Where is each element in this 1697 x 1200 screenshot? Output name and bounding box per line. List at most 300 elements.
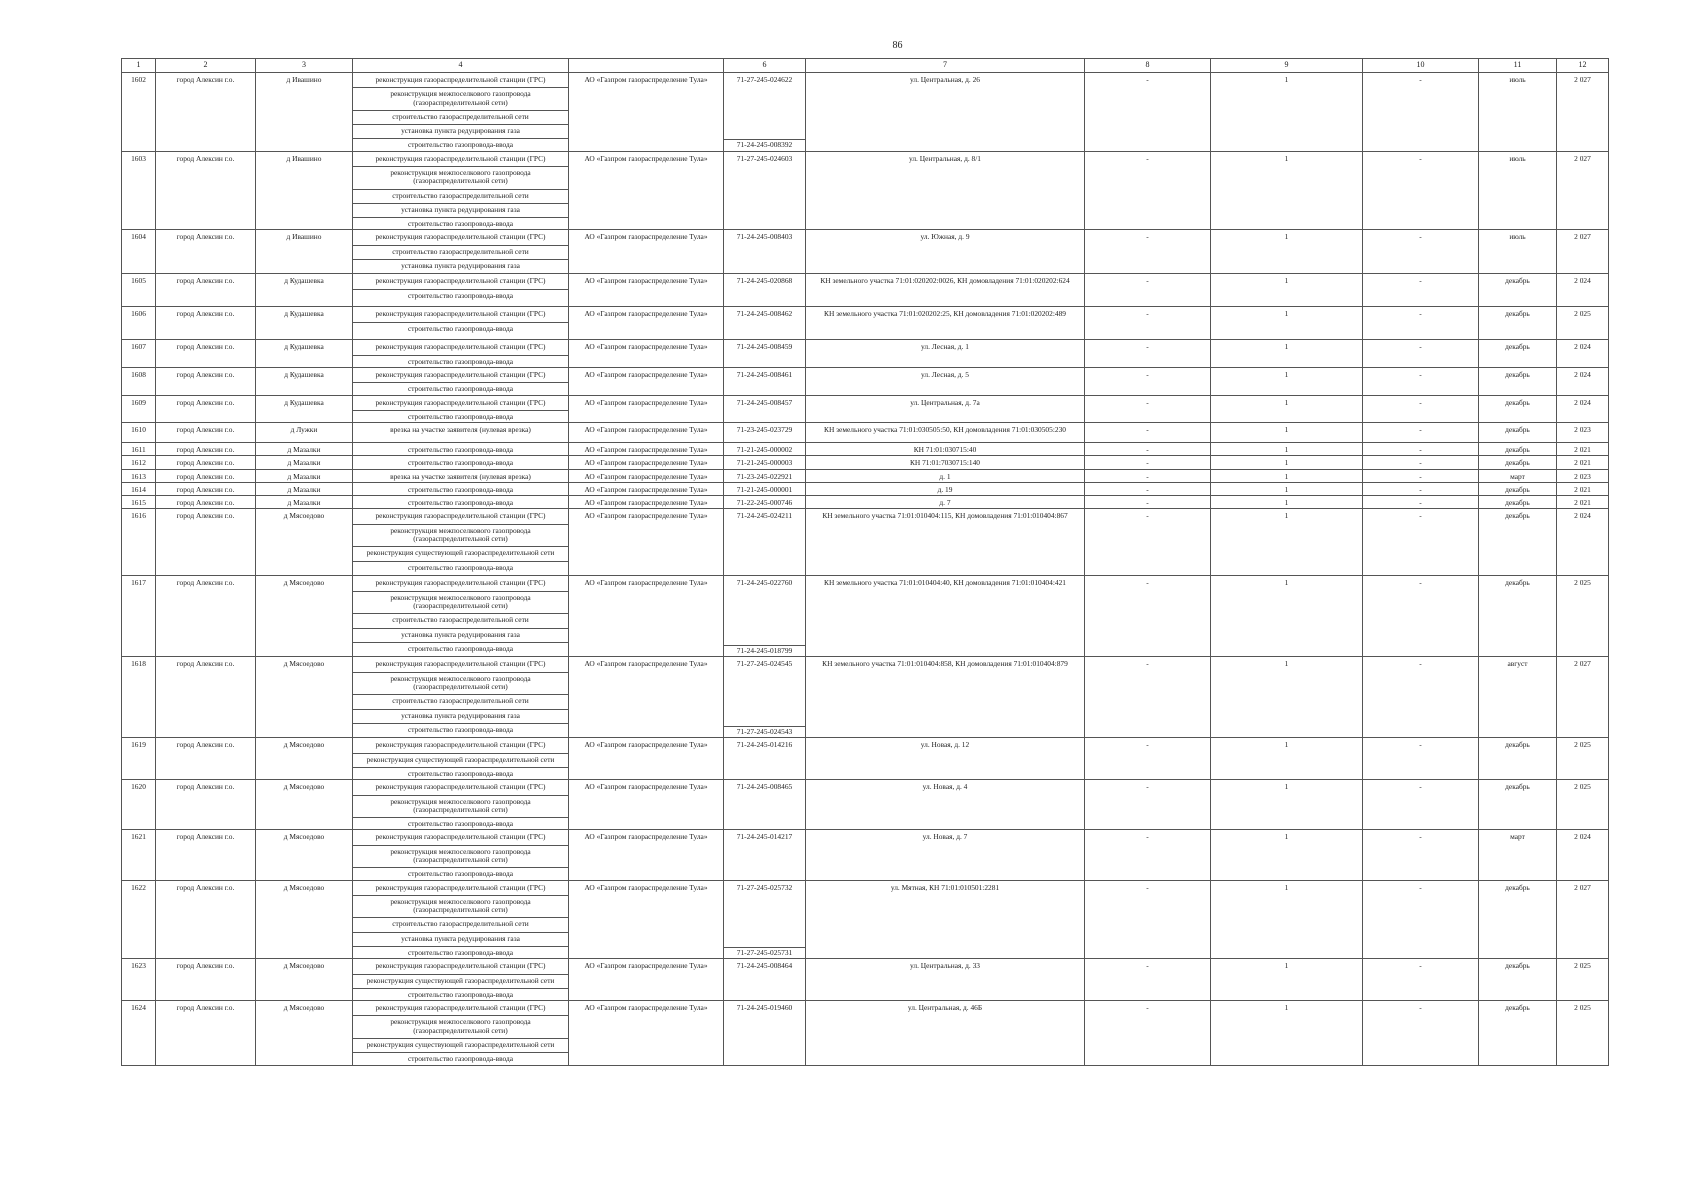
work-item: строительство газопровода-ввода — [407, 458, 514, 468]
work-item: реконструкция межпоселкового газопровода (газораспределительной сети) — [353, 895, 568, 915]
col8-cell: - — [1085, 443, 1211, 456]
col9-cell: 1 — [1211, 1001, 1363, 1065]
month-cell: март — [1479, 469, 1557, 482]
locality-cell: д Мясоедово — [256, 576, 353, 657]
code-cell — [724, 738, 806, 780]
col8-cell: - — [1085, 423, 1211, 443]
locality-cell: д Мазалки — [256, 496, 353, 509]
col9-cell: 1 — [1211, 395, 1363, 423]
year-cell: 2 023 — [1557, 469, 1609, 482]
address-cell: ул. Центральная, д. 33 — [806, 959, 1085, 1001]
works-cell — [353, 423, 569, 443]
col8-cell: - — [1085, 738, 1211, 780]
table-row — [122, 274, 1609, 307]
locality-cell: д Мазалки — [256, 456, 353, 469]
works-cell — [353, 443, 569, 456]
col8-cell: - — [1085, 367, 1211, 395]
col8-cell: - — [1085, 395, 1211, 423]
table-row — [122, 423, 1609, 443]
works-cell — [353, 469, 569, 482]
month-cell: декабрь — [1479, 780, 1557, 830]
work-item: реконструкция газораспределительной станции (ГРС) — [375, 961, 546, 971]
object-code: 71-24-245-008461 — [736, 369, 793, 379]
municipality-cell: город Алексин г.о. — [156, 738, 256, 780]
col9-cell: 1 — [1211, 830, 1363, 880]
col9-cell: 1 — [1211, 469, 1363, 482]
month-cell: декабрь — [1479, 509, 1557, 576]
works-cell — [353, 738, 569, 780]
col8-cell: - — [1085, 780, 1211, 830]
col10-cell: - — [1363, 576, 1479, 657]
locality-cell: д Мясоедово — [256, 780, 353, 830]
year-cell: 2 025 — [1557, 307, 1609, 340]
work-item: реконструкция газораспределительной станции (ГРС) — [375, 309, 546, 319]
organization-cell: АО «Газпром газораспределение Тула» — [569, 880, 724, 959]
object-code: 71-24-245-018799 — [724, 645, 805, 655]
work-item: реконструкция газораспределительной станции (ГРС) — [375, 782, 546, 792]
locality-cell: д Мясоедово — [256, 657, 353, 738]
month-cell: июль — [1479, 151, 1557, 230]
table-row — [122, 456, 1609, 469]
object-code: 71-24-245-022760 — [736, 578, 793, 588]
address-cell: КН земельного участка 71:01:020202:0026, КН домовладения 71:01:020202:624 — [806, 274, 1085, 307]
works-cell — [353, 367, 569, 395]
work-item: строительство газораспределительной сети — [353, 189, 568, 200]
object-code: 71-24-245-008392 — [724, 139, 805, 149]
table-row — [122, 469, 1609, 482]
municipality-cell: город Алексин г.о. — [156, 1001, 256, 1065]
organization-cell: АО «Газпром газораспределение Тула» — [569, 959, 724, 1001]
year-cell: 2 027 — [1557, 880, 1609, 959]
col-header: 11 — [1479, 59, 1557, 73]
municipality-cell: город Алексин г.о. — [156, 395, 256, 423]
month-cell: декабрь — [1479, 1001, 1557, 1065]
table-row — [122, 509, 1609, 576]
works-cell — [353, 830, 569, 880]
register-table — [121, 58, 1609, 1066]
month-cell: декабрь — [1479, 443, 1557, 456]
code-cell — [724, 307, 806, 340]
organization-cell: АО «Газпром газораспределение Тула» — [569, 73, 724, 152]
col-header: 10 — [1363, 59, 1479, 73]
code-cell — [724, 482, 806, 495]
works-cell — [353, 482, 569, 495]
municipality-cell: город Алексин г.о. — [156, 456, 256, 469]
row-number: 1604 — [122, 230, 156, 274]
code-cell — [724, 1001, 806, 1065]
col9-cell: 1 — [1211, 738, 1363, 780]
col8-cell: - — [1085, 496, 1211, 509]
object-code: 71-23-245-022921 — [736, 471, 793, 481]
col9-cell: 1 — [1211, 456, 1363, 469]
col-header: 12 — [1557, 59, 1609, 73]
locality-cell: д Кудашевка — [256, 340, 353, 368]
col10-cell: - — [1363, 73, 1479, 152]
works-cell — [353, 230, 569, 274]
code-cell — [724, 443, 806, 456]
table-row — [122, 880, 1609, 959]
object-code: 71-24-245-008459 — [736, 342, 793, 352]
col9-cell: 1 — [1211, 230, 1363, 274]
year-cell: 2 025 — [1557, 1001, 1609, 1065]
row-number: 1618 — [122, 657, 156, 738]
row-number: 1613 — [122, 469, 156, 482]
organization-cell: АО «Газпром газораспределение Тула» — [569, 657, 724, 738]
work-item: реконструкция газораспределительной станции (ГРС) — [375, 832, 546, 842]
locality-cell: д Кудашевка — [256, 274, 353, 307]
year-cell: 2 027 — [1557, 230, 1609, 274]
organization-cell: АО «Газпром газораспределение Тула» — [569, 443, 724, 456]
object-code: 71-27-245-024622 — [736, 75, 793, 84]
table-row — [122, 738, 1609, 780]
address-cell: КН 71:01:030715:40 — [806, 443, 1085, 456]
works-cell — [353, 151, 569, 230]
work-item: реконструкция газораспределительной станции (ГРС) — [375, 882, 546, 892]
object-code: 71-24-245-008457 — [736, 397, 793, 407]
col8-cell: - — [1085, 830, 1211, 880]
col10-cell: - — [1363, 830, 1479, 880]
col9-cell: 1 — [1211, 780, 1363, 830]
object-code: 71-24-245-008403 — [736, 232, 793, 242]
code-cell — [724, 423, 806, 443]
col-header: 2 — [156, 59, 256, 73]
col10-cell: - — [1363, 367, 1479, 395]
row-number: 1602 — [122, 73, 156, 152]
work-item: реконструкция газораспределительной станции (ГРС) — [375, 1003, 546, 1013]
work-item: строительство газопровода-ввода — [353, 322, 568, 333]
col10-cell: - — [1363, 509, 1479, 576]
col9-cell: 1 — [1211, 151, 1363, 230]
municipality-cell: город Алексин г.о. — [156, 657, 256, 738]
year-cell: 2 021 — [1557, 482, 1609, 495]
address-cell: ул. Лесная, д. 1 — [806, 340, 1085, 368]
municipality-cell: город Алексин г.о. — [156, 274, 256, 307]
code-cell — [724, 780, 806, 830]
work-item: реконструкция существующей газораспределительной сети — [353, 1038, 568, 1049]
address-cell: ул. Центральная, д. 8/1 — [806, 151, 1085, 230]
address-cell: д. 1 — [806, 469, 1085, 482]
col10-cell: - — [1363, 1001, 1479, 1065]
works-cell — [353, 880, 569, 959]
locality-cell: д Мясоедово — [256, 959, 353, 1001]
col10-cell: - — [1363, 395, 1479, 423]
col9-cell: 1 — [1211, 482, 1363, 495]
col-header: 7 — [806, 59, 1085, 73]
work-item: реконструкция межпоселкового газопровода (газораспределительной сети) — [353, 1015, 568, 1035]
col8-cell: - — [1085, 151, 1211, 230]
row-number: 1612 — [122, 456, 156, 469]
col10-cell: - — [1363, 307, 1479, 340]
year-cell: 2 025 — [1557, 780, 1609, 830]
col-header: 9 — [1211, 59, 1363, 73]
col8-cell: - — [1085, 880, 1211, 959]
object-code: 71-24-245-008462 — [736, 309, 793, 319]
works-cell — [353, 307, 569, 340]
work-item: реконструкция газораспределительной станции (ГРС) — [375, 369, 546, 379]
object-code: 71-24-245-008464 — [736, 961, 793, 971]
address-cell: КН земельного участка 71:01:010404:40, КН домовладения 71:01:010404:421 — [806, 576, 1085, 657]
col8-cell: - — [1085, 469, 1211, 482]
col8-cell: - — [1085, 509, 1211, 576]
municipality-cell: город Алексин г.о. — [156, 340, 256, 368]
organization-cell: АО «Газпром газораспределение Тула» — [569, 151, 724, 230]
table-row — [122, 830, 1609, 880]
row-number: 1624 — [122, 1001, 156, 1065]
organization-cell: АО «Газпром газораспределение Тула» — [569, 496, 724, 509]
address-cell: ул. Лесная, д. 5 — [806, 367, 1085, 395]
col10-cell: - — [1363, 423, 1479, 443]
locality-cell: д Мясоедово — [256, 738, 353, 780]
col9-cell: 1 — [1211, 959, 1363, 1001]
col9-cell: 1 — [1211, 443, 1363, 456]
work-item: установка пункта редуцирования газа — [353, 932, 568, 943]
row-number: 1606 — [122, 307, 156, 340]
work-item: установка пункта редуцирования газа — [353, 124, 568, 135]
address-cell: КН 71:01:7030715:140 — [806, 456, 1085, 469]
work-item: реконструкция межпоселкового газопровода (газораспределительной сети) — [353, 166, 568, 186]
code-cell — [724, 230, 806, 274]
municipality-cell: город Алексин г.о. — [156, 423, 256, 443]
col-header: 6 — [724, 59, 806, 73]
work-item: строительство газопровода-ввода — [353, 817, 568, 828]
work-item: реконструкция газораспределительной станции (ГРС) — [375, 276, 546, 286]
page-number: 86 — [892, 40, 903, 51]
col-header: 3 — [256, 59, 353, 73]
table-row — [122, 73, 1609, 152]
col9-cell: 1 — [1211, 576, 1363, 657]
work-item: строительство газопровода-ввода — [353, 767, 568, 778]
object-code: 71-24-245-019460 — [736, 1003, 793, 1013]
code-cell — [724, 657, 806, 738]
work-item: врезка на участке заявителя (нулевая врезка) — [390, 425, 531, 435]
object-code: 71-27-245-024603 — [736, 153, 793, 163]
municipality-cell: город Алексин г.о. — [156, 509, 256, 576]
row-number: 1623 — [122, 959, 156, 1001]
organization-cell: АО «Газпром газораспределение Тула» — [569, 1001, 724, 1065]
address-cell: КН земельного участка 71:01:030505:50, КН домовладения 71:01:030505:230 — [806, 423, 1085, 443]
work-item: реконструкция газораспределительной станции (ГРС) — [375, 232, 546, 242]
work-item: реконструкция газораспределительной станции (ГРС) — [375, 75, 546, 84]
col8-cell: - — [1085, 307, 1211, 340]
municipality-cell: город Алексин г.о. — [156, 780, 256, 830]
object-code: 71-24-245-020868 — [736, 276, 793, 286]
table-row — [122, 576, 1609, 657]
col8-cell: - — [1085, 340, 1211, 368]
organization-cell: АО «Газпром газораспределение Тула» — [569, 780, 724, 830]
organization-cell: АО «Газпром газораспределение Тула» — [569, 340, 724, 368]
locality-cell: д Кудашевка — [256, 307, 353, 340]
organization-cell: АО «Газпром газораспределение Тула» — [569, 509, 724, 576]
table-row — [122, 657, 1609, 738]
code-cell — [724, 469, 806, 482]
organization-cell: АО «Газпром газораспределение Тула» — [569, 367, 724, 395]
locality-cell: д Ивашино — [256, 73, 353, 152]
month-cell: декабрь — [1479, 274, 1557, 307]
work-item: реконструкция существующей газораспределительной сети — [353, 974, 568, 985]
table-row — [122, 151, 1609, 230]
municipality-cell: город Алексин г.о. — [156, 151, 256, 230]
work-item: строительство газопровода-ввода — [407, 445, 514, 455]
year-cell: 2 024 — [1557, 340, 1609, 368]
year-cell: 2 023 — [1557, 423, 1609, 443]
month-cell: декабрь — [1479, 738, 1557, 780]
work-item: строительство газопровода-ввода — [353, 723, 568, 734]
work-item: строительство газопровода-ввода — [353, 1052, 568, 1063]
col10-cell: - — [1363, 469, 1479, 482]
month-cell: декабрь — [1479, 367, 1557, 395]
municipality-cell: город Алексин г.о. — [156, 830, 256, 880]
month-cell: декабрь — [1479, 456, 1557, 469]
address-cell: ул. Центральная, д. 26 — [806, 73, 1085, 152]
col8-cell: - — [1085, 576, 1211, 657]
address-cell: КН земельного участка 71:01:020202:25, КН домовладения 71:01:020202:489 — [806, 307, 1085, 340]
month-cell: август — [1479, 657, 1557, 738]
year-cell: 2 025 — [1557, 738, 1609, 780]
table-row — [122, 959, 1609, 1001]
work-item: реконструкция межпоселкового газопровода (газораспределительной сети) — [353, 795, 568, 815]
month-cell: июль — [1479, 73, 1557, 152]
col9-cell: 1 — [1211, 657, 1363, 738]
municipality-cell: город Алексин г.о. — [156, 496, 256, 509]
organization-cell: АО «Газпром газораспределение Тула» — [569, 469, 724, 482]
municipality-cell: город Алексин г.о. — [156, 482, 256, 495]
object-code: 71-22-245-000746 — [736, 498, 793, 508]
locality-cell: д Мазалки — [256, 482, 353, 495]
work-item: строительство газораспределительной сети — [353, 694, 568, 705]
code-cell — [724, 959, 806, 1001]
year-cell: 2 025 — [1557, 959, 1609, 1001]
work-item: строительство газопровода-ввода — [353, 138, 568, 149]
object-code: 71-21-245-000003 — [736, 458, 793, 468]
col10-cell: - — [1363, 151, 1479, 230]
address-cell: ул. Новая, д. 12 — [806, 738, 1085, 780]
col10-cell: - — [1363, 230, 1479, 274]
organization-cell: АО «Газпром газораспределение Тула» — [569, 738, 724, 780]
row-number: 1610 — [122, 423, 156, 443]
col10-cell: - — [1363, 959, 1479, 1001]
year-cell: 2 027 — [1557, 73, 1609, 152]
work-item: реконструкция межпоселкового газопровода (газораспределительной сети) — [353, 87, 568, 107]
table-row — [122, 395, 1609, 423]
work-item: строительство газопровода-ввода — [353, 217, 568, 228]
municipality-cell: город Алексин г.о. — [156, 367, 256, 395]
row-number: 1621 — [122, 830, 156, 880]
object-code: 71-24-245-014217 — [736, 832, 793, 842]
works-cell — [353, 576, 569, 657]
month-cell: декабрь — [1479, 307, 1557, 340]
month-cell: декабрь — [1479, 959, 1557, 1001]
month-cell: март — [1479, 830, 1557, 880]
col-header — [569, 59, 724, 73]
col8-cell: - — [1085, 456, 1211, 469]
object-code: 71-27-245-024545 — [736, 659, 793, 669]
organization-cell: АО «Газпром газораспределение Тула» — [569, 576, 724, 657]
work-item: реконструкция газораспределительной станции (ГРС) — [375, 578, 546, 588]
col9-cell: 1 — [1211, 880, 1363, 959]
col9-cell: 1 — [1211, 367, 1363, 395]
object-code: 71-24-245-008465 — [736, 782, 793, 792]
object-code: 71-21-245-000001 — [736, 484, 793, 494]
month-cell: июль — [1479, 230, 1557, 274]
locality-cell: д Мазалки — [256, 469, 353, 482]
organization-cell: АО «Газпром газораспределение Тула» — [569, 482, 724, 495]
code-cell — [724, 509, 806, 576]
code-cell — [724, 830, 806, 880]
code-cell — [724, 496, 806, 509]
col10-cell: - — [1363, 456, 1479, 469]
address-cell: ул. Южная, д. 9 — [806, 230, 1085, 274]
col-header: 8 — [1085, 59, 1211, 73]
year-cell: 2 024 — [1557, 395, 1609, 423]
col10-cell: - — [1363, 274, 1479, 307]
address-cell: ул. Новая, д. 4 — [806, 780, 1085, 830]
work-item: строительство газораспределительной сети — [353, 613, 568, 624]
organization-cell: АО «Газпром газораспределение Тула» — [569, 274, 724, 307]
col10-cell: - — [1363, 482, 1479, 495]
header-row — [122, 59, 1609, 73]
table-row — [122, 230, 1609, 274]
year-cell: 2 021 — [1557, 456, 1609, 469]
row-number: 1622 — [122, 880, 156, 959]
work-item: установка пункта редуцирования газа — [353, 203, 568, 214]
table-row — [122, 482, 1609, 495]
work-item: установка пункта редуцирования газа — [353, 259, 568, 270]
col8-cell: - — [1085, 657, 1211, 738]
address-cell: д. 19 — [806, 482, 1085, 495]
address-cell: ул. Центральная, д. 46Б — [806, 1001, 1085, 1065]
month-cell: декабрь — [1479, 482, 1557, 495]
address-cell: КН земельного участка 71:01:010404:115, КН домовладения 71:01:010404:867 — [806, 509, 1085, 576]
locality-cell: д Мясоедово — [256, 880, 353, 959]
work-item: строительство газопровода-ввода — [407, 484, 514, 494]
works-cell — [353, 456, 569, 469]
works-cell — [353, 780, 569, 830]
address-cell: д. 7 — [806, 496, 1085, 509]
object-code: 71-21-245-000002 — [736, 445, 793, 455]
table-row — [122, 340, 1609, 368]
work-item: реконструкция газораспределительной станции (ГРС) — [375, 659, 546, 669]
work-item: установка пункта редуцирования газа — [353, 709, 568, 720]
object-code: 71-27-245-025732 — [736, 882, 793, 892]
object-code: 71-27-245-024543 — [724, 726, 805, 736]
col10-cell: - — [1363, 443, 1479, 456]
locality-cell: д Кудашевка — [256, 395, 353, 423]
row-number: 1607 — [122, 340, 156, 368]
col8-cell: - — [1085, 73, 1211, 152]
locality-cell: д Мясоедово — [256, 830, 353, 880]
work-item: реконструкция межпоселкового газопровода (газораспределительной сети) — [353, 672, 568, 692]
work-item: реконструкция газораспределительной станции (ГРС) — [375, 342, 546, 352]
municipality-cell: город Алексин г.о. — [156, 73, 256, 152]
object-code: 71-23-245-023729 — [736, 425, 793, 435]
works-cell — [353, 1001, 569, 1065]
work-item: реконструкция существующей газораспределительной сети — [353, 546, 568, 557]
col8-cell: - — [1085, 274, 1211, 307]
row-number: 1616 — [122, 509, 156, 576]
work-item: реконструкция существующей газораспределительной сети — [353, 753, 568, 764]
work-item: установка пункта редуцирования газа — [353, 628, 568, 639]
work-item: строительство газопровода-ввода — [353, 410, 568, 421]
works-cell — [353, 73, 569, 152]
year-cell: 2 027 — [1557, 151, 1609, 230]
work-item: реконструкция газораспределительной станции (ГРС) — [375, 397, 546, 407]
row-number: 1619 — [122, 738, 156, 780]
works-cell — [353, 274, 569, 307]
work-item: реконструкция газораспределительной станции (ГРС) — [375, 153, 546, 163]
works-cell — [353, 395, 569, 423]
row-number: 1614 — [122, 482, 156, 495]
row-number: 1620 — [122, 780, 156, 830]
